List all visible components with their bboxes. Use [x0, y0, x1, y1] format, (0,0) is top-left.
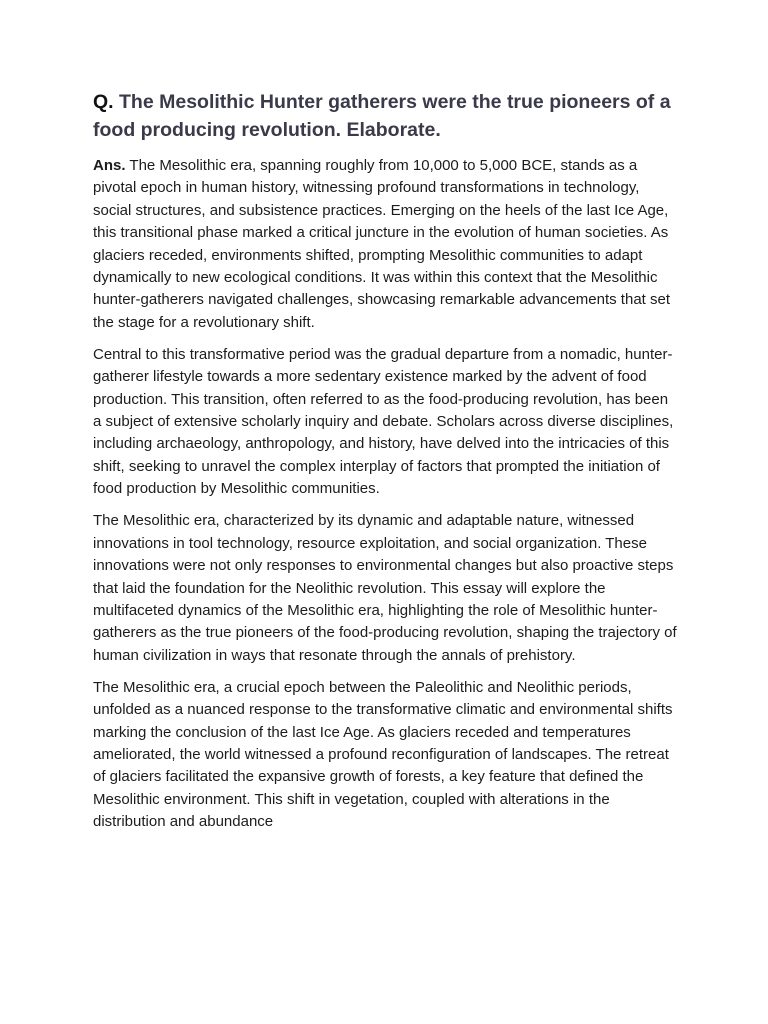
- question-text: The Mesolithic Hunter gatherers were the true pioneers of a food producing revolution. Elaborate.: [93, 91, 671, 141]
- answer-paragraph-4: The Mesolithic era, a crucial epoch between the Paleolithic and Neolithic periods, unfolded as a nuanced response to the transformative climatic and environmental shifts marking the conclusion of the last Ice Age. As glaciers receded and temperatures ameliorated, the world witnessed a profound reconfiguration of landscapes. The retreat of glaciers facilitated the expansive growth of forests, a key feature that defined the Mesolithic environment. This shift in vegetation, coupled with alterations in the distribution and abundance: [93, 678, 673, 831]
- paragraph-text: The Mesolithic era, spanning roughly from 10,000 to 5,000 BCE, stands as a pivotal epoch in human history, witnessing profound transformations in technology, social structures, and subsistence practices. Emerging on the heels of the last Ice Age, this transitional phase marked a critical juncture in the evolution of human societies. As glaciers receded, environments shifted, prompting Mesolithic communities to adapt dynamically to new ecological conditions. It was within this context that the Mesolithic hunter-gatherers navigated challenges, showcasing remarkable advancements that set the stage for a revolutionary shift.: [93, 157, 671, 331]
- answer-paragraph-3: The Mesolithic era, characterized by its dynamic and adaptable nature, witnessed innovations in tool technology, resource exploitation, and social organization. These innovations were not only responses to environmental changes but also proactive steps that laid the foundation for the Neolithic revolution. This essay will explore the multifaceted dynamics of the Mesolithic era, highlighting the role of Mesolithic hunter-gatherers as the true pioneers of the food-producing revolution, shaping the trajectory of human civilization in ways that resonate through the annals of prehistory.: [93, 512, 677, 664]
- document-page: [93, 88, 679, 843]
- answer-paragraph-2: Central to this transformative period was the gradual departure from a nomadic, hunter-gatherer lifestyle towards a more sedentary existence marked by the advent of food production. This transition, often referred to as the food-producing revolution, has been a subject of extensive scholarly inquiry and debate. Scholars across diverse disciplines, including archaeology, anthropology, and history, have delved into the intricacies of this shift, seeking to unravel the complex interplay of factors that prompted the initiation of food production by Mesolithic communities.: [93, 345, 674, 498]
- answer-prefix: Ans.: [93, 157, 126, 174]
- answer-paragraph-1: [93, 155, 679, 334]
- question-heading: [93, 88, 679, 144]
- question-prefix: Q.: [93, 91, 114, 113]
